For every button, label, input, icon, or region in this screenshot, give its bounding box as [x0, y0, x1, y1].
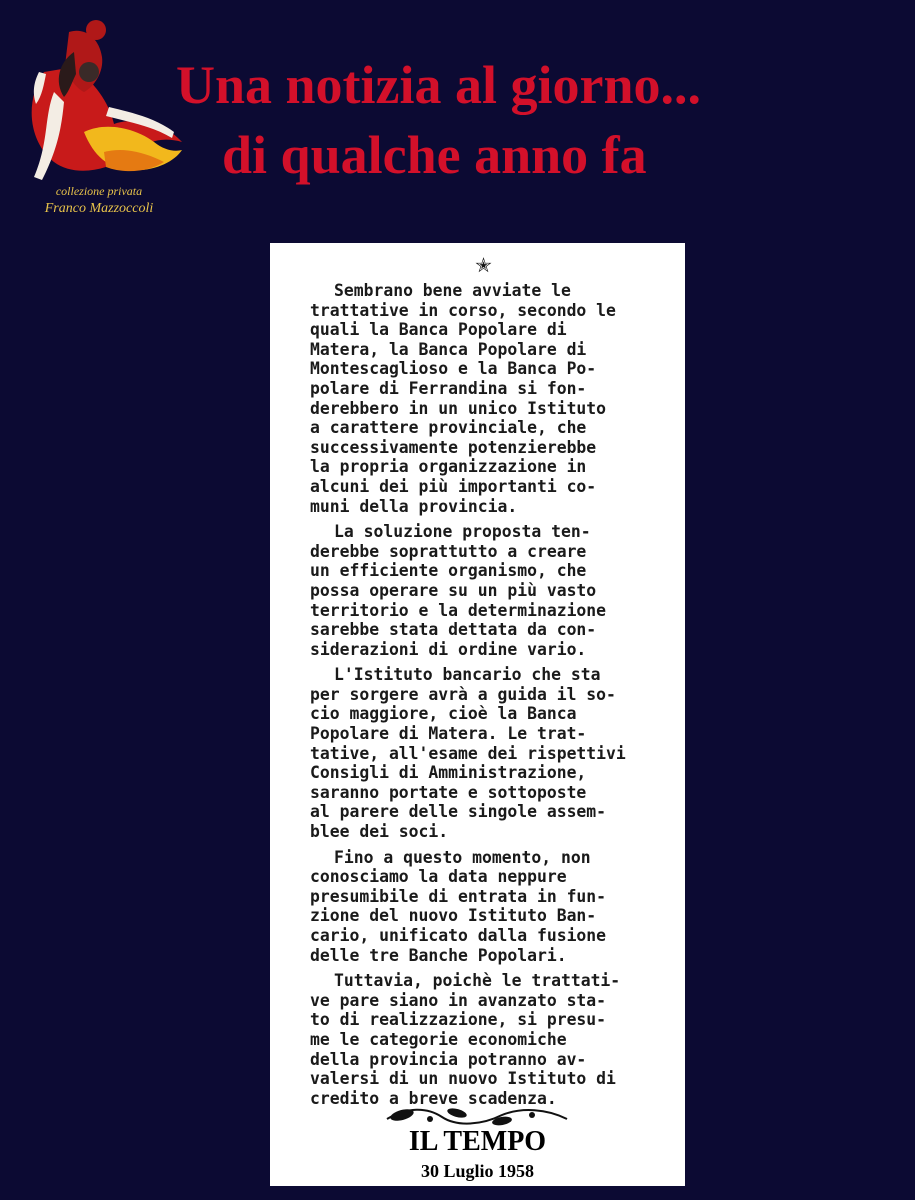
newspaper-clipping [270, 243, 685, 1186]
article-line: muni della provincia. [310, 496, 518, 516]
article-line: Popolare di Matera. Le trat- [310, 724, 587, 744]
page-title [176, 50, 701, 190]
article-line: Fino a questo momento, non [334, 847, 591, 867]
article-line: sarebbe stata dettata da con- [310, 620, 597, 640]
article-line: Consigli di Amministrazione, [310, 763, 587, 783]
article-line: alcuni dei più importanti co- [310, 476, 597, 496]
article-line: trattative in corso, secondo le [310, 300, 616, 320]
article-line: la propria organizzazione in [310, 457, 587, 477]
article-line: Matera, la Banca Popolare di [310, 339, 587, 359]
article-line: zione del nuovo Istituto Ban- [310, 906, 597, 926]
article-line: successivamente potenzierebbe [310, 437, 597, 457]
article-line: valersi di un nuovo Istituto di [310, 1069, 616, 1089]
article-line: a carattere provinciale, che [310, 418, 587, 438]
article-line: cio maggiore, cioè la Banca [310, 704, 577, 724]
article-line: siderazioni di ordine vario. [310, 639, 587, 659]
article-line: tative, all'esame dei rispettivi [310, 743, 626, 763]
star-icon: ✭ [475, 253, 492, 277]
logo-caption [14, 182, 184, 218]
newspaper-name: IL TEMPO [408, 1126, 547, 1157]
article-line: derebbero in un unico Istituto [310, 398, 607, 418]
article-line: La soluzione proposta ten- [334, 522, 591, 542]
article-line: al parere delle singole assem- [310, 802, 607, 822]
article-line: cario, unificato dalla fusione [310, 926, 607, 945]
title-line1: Una notizia al giorno... [176, 55, 702, 115]
article-line: Tuttavia, poichè le trattati- [334, 971, 621, 991]
article-line: ve pare siano in avanzato sta- [310, 990, 607, 1010]
article-line: Montescaglioso e la Banca Po- [310, 359, 597, 379]
article-line: derebbe soprattutto a creare [310, 541, 587, 561]
article-line: della provincia potranno av- [310, 1049, 587, 1069]
article-line: un efficiente organismo, che [310, 561, 587, 581]
article-line: L'Istituto bancario che sta [334, 665, 601, 685]
article-line: per sorgere avrà a guida il so- [310, 684, 616, 704]
article-line: conosciamo la data neppure [310, 867, 567, 887]
article-body [310, 281, 657, 1108]
logo-caption-line1: collezione privata [55, 184, 143, 198]
article-line: territorio e la determinazione [310, 600, 607, 620]
dancer-logo-icon [14, 12, 184, 192]
logo [14, 12, 184, 227]
article-paragraph [310, 281, 657, 516]
article-line: presumibile di entrata in fun- [310, 886, 607, 906]
article-line: possa operare su un più vasto [310, 580, 597, 600]
article-line: saranno portate e sottoposte [310, 782, 587, 802]
article-line: to di realizzazione, si presu- [310, 1010, 607, 1030]
title-line2: di qualche anno fa [222, 125, 647, 185]
article-line: credito a breve scadenza. [310, 1088, 557, 1108]
article-line: Sembrano bene avviate le [334, 281, 571, 300]
publication-date: 30 Luglio 1958 [420, 1161, 535, 1181]
article-line: blee dei soci. [310, 822, 449, 842]
article-paragraph [310, 522, 657, 659]
article-paragraph [310, 971, 657, 1108]
article-line: delle tre Banche Popolari. [310, 945, 567, 965]
article-paragraph [310, 848, 657, 966]
article-paragraph [310, 665, 657, 841]
article-line: polare di Ferrandina si fon- [310, 378, 587, 398]
article-line: me le categorie economiche [310, 1029, 567, 1049]
logo-caption-line2: Franco Mazzoccoli [44, 201, 154, 216]
article-line: quali la Banca Popolare di [310, 320, 567, 340]
